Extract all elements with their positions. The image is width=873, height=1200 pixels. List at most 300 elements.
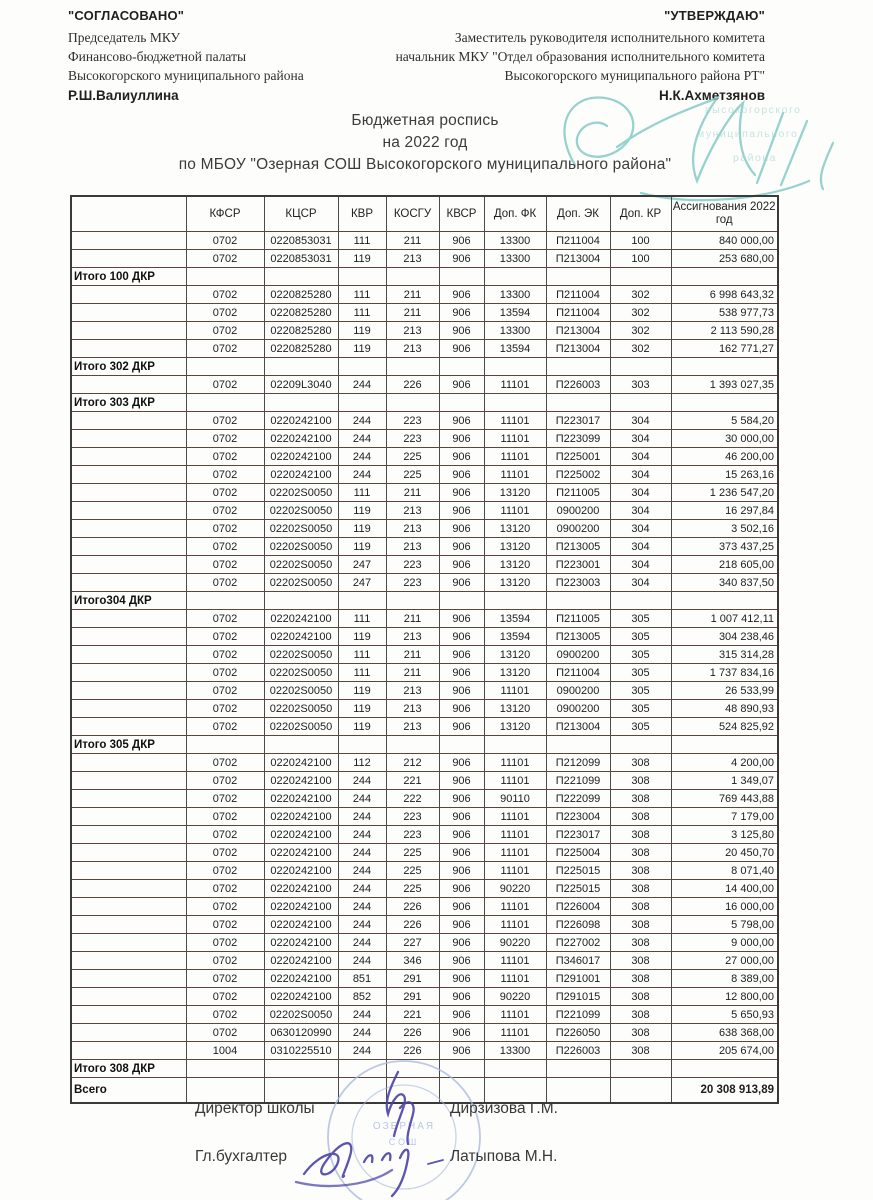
row-label-cell [71, 934, 186, 952]
empty-cell [386, 736, 439, 754]
code-cell: 906 [439, 970, 484, 988]
code-cell: 0220242100 [264, 898, 338, 916]
code-cell: 213 [386, 250, 439, 268]
code-cell: П226050 [546, 1024, 610, 1042]
code-cell: 213 [386, 628, 439, 646]
code-cell: 225 [386, 844, 439, 862]
row-label-cell [71, 232, 186, 250]
code-cell: 223 [386, 574, 439, 592]
code-cell: 247 [338, 574, 386, 592]
code-cell: 244 [338, 430, 386, 448]
code-cell: П222099 [546, 790, 610, 808]
row-label-cell [71, 970, 186, 988]
code-cell: 346 [386, 952, 439, 970]
code-cell: 13120 [484, 700, 546, 718]
code-cell: П225015 [546, 862, 610, 880]
code-cell: 308 [610, 772, 671, 790]
total-label-cell: Итого 308 ДКР [71, 1060, 186, 1078]
code-cell: 906 [439, 610, 484, 628]
code-cell: 0220853031 [264, 232, 338, 250]
code-cell: 244 [338, 934, 386, 952]
code-cell: 0702 [186, 808, 264, 826]
total-label-cell: Итого 302 ДКР [71, 358, 186, 376]
code-cell: 0702 [186, 430, 264, 448]
code-cell: 0702 [186, 376, 264, 394]
code-cell: 308 [610, 754, 671, 772]
row-label-cell [71, 628, 186, 646]
code-cell: 906 [439, 880, 484, 898]
amount-cell [671, 268, 778, 286]
row-label-cell [71, 430, 186, 448]
code-cell: 291 [386, 988, 439, 1006]
code-cell: 308 [610, 952, 671, 970]
code-cell: 0220242100 [264, 934, 338, 952]
code-cell: 906 [439, 808, 484, 826]
code-cell: 13300 [484, 250, 546, 268]
code-cell: 02202S0050 [264, 574, 338, 592]
empty-cell [338, 736, 386, 754]
row-label-cell [71, 322, 186, 340]
code-cell: 0220242100 [264, 970, 338, 988]
col-header: Доп. КР [610, 196, 671, 232]
code-cell: 0900200 [546, 646, 610, 664]
code-cell: 0220242100 [264, 628, 338, 646]
code-cell: 304 [610, 556, 671, 574]
code-cell: 11101 [484, 772, 546, 790]
row-label-cell [71, 682, 186, 700]
code-cell: 906 [439, 628, 484, 646]
code-cell: 0702 [186, 826, 264, 844]
row-label-cell [71, 916, 186, 934]
code-cell: 0702 [186, 1006, 264, 1024]
empty-cell [546, 394, 610, 412]
code-cell: 11101 [484, 826, 546, 844]
empty-cell [264, 268, 338, 286]
code-cell: 119 [338, 250, 386, 268]
signature-name-accountant: Латыпова М.Н. [450, 1148, 558, 1165]
amount-cell: 30 000,00 [671, 430, 778, 448]
amount-cell: 2 113 590,28 [671, 322, 778, 340]
amount-cell: 16 000,00 [671, 898, 778, 916]
code-cell: 223 [386, 556, 439, 574]
code-cell: П226003 [546, 376, 610, 394]
row-label-cell [71, 790, 186, 808]
code-cell: 13594 [484, 610, 546, 628]
code-cell: 308 [610, 808, 671, 826]
code-cell: 213 [386, 340, 439, 358]
code-cell: 11101 [484, 376, 546, 394]
code-cell: П291001 [546, 970, 610, 988]
table-row [71, 232, 778, 250]
code-cell: 119 [338, 700, 386, 718]
total-label-cell: Всего [71, 1078, 186, 1104]
code-cell: 0702 [186, 628, 264, 646]
code-cell: 0630120990 [264, 1024, 338, 1042]
code-cell: 0220825280 [264, 286, 338, 304]
code-cell: 0220242100 [264, 916, 338, 934]
code-cell: 0220242100 [264, 754, 338, 772]
code-cell: 11101 [484, 862, 546, 880]
code-cell: 02202S0050 [264, 646, 338, 664]
amount-cell: 769 443,88 [671, 790, 778, 808]
code-cell: П223017 [546, 412, 610, 430]
code-cell: 211 [386, 664, 439, 682]
table-row [71, 466, 778, 484]
col-header: КЦСР [264, 196, 338, 232]
code-cell: 906 [439, 250, 484, 268]
amount-cell: 1 737 834,16 [671, 664, 778, 682]
empty-cell [610, 736, 671, 754]
code-cell: 111 [338, 484, 386, 502]
table-row [71, 880, 778, 898]
empty-cell [186, 268, 264, 286]
code-cell: 02202S0050 [264, 664, 338, 682]
amount-cell: 162 771,27 [671, 340, 778, 358]
code-cell: 906 [439, 466, 484, 484]
code-cell: 906 [439, 844, 484, 862]
empty-cell [186, 736, 264, 754]
empty-cell [484, 592, 546, 610]
code-cell: 906 [439, 754, 484, 772]
code-cell: 0220242100 [264, 790, 338, 808]
code-cell: 0220242100 [264, 988, 338, 1006]
code-cell: 244 [338, 466, 386, 484]
code-cell: 111 [338, 232, 386, 250]
code-cell: 906 [439, 952, 484, 970]
code-cell: 0900200 [546, 520, 610, 538]
code-cell: 906 [439, 502, 484, 520]
amount-cell: 1 007 412,11 [671, 610, 778, 628]
empty-cell [386, 394, 439, 412]
code-cell: 213 [386, 322, 439, 340]
table-row [71, 502, 778, 520]
table-row [71, 790, 778, 808]
code-cell: П223099 [546, 430, 610, 448]
amount-cell: 1 236 547,20 [671, 484, 778, 502]
code-cell: 02202S0050 [264, 700, 338, 718]
code-cell: П226098 [546, 916, 610, 934]
code-cell: 244 [338, 790, 386, 808]
empty-cell [484, 358, 546, 376]
amount-cell [671, 592, 778, 610]
amount-cell: 27 000,00 [671, 952, 778, 970]
code-cell: 906 [439, 898, 484, 916]
empty-cell [338, 1060, 386, 1078]
code-cell: 0702 [186, 862, 264, 880]
code-cell: 906 [439, 664, 484, 682]
code-cell: 244 [338, 862, 386, 880]
header-row [71, 196, 778, 232]
total-label-cell: Итого304 ДКР [71, 592, 186, 610]
empty-cell [386, 1060, 439, 1078]
code-cell: 0900200 [546, 682, 610, 700]
row-label-cell [71, 466, 186, 484]
amount-cell: 20 308 913,89 [671, 1078, 778, 1104]
row-label-cell [71, 376, 186, 394]
code-cell: 223 [386, 826, 439, 844]
table-row [71, 1006, 778, 1024]
code-cell: П211004 [546, 232, 610, 250]
code-cell: 305 [610, 700, 671, 718]
amount-cell: 205 674,00 [671, 1042, 778, 1060]
code-cell: 906 [439, 682, 484, 700]
empty-cell [386, 1078, 439, 1104]
table-row [71, 376, 778, 394]
table-row [71, 448, 778, 466]
code-cell: 906 [439, 304, 484, 322]
empty-cell [338, 394, 386, 412]
amount-cell: 5 650,93 [671, 1006, 778, 1024]
code-cell: 0702 [186, 682, 264, 700]
table-row [71, 412, 778, 430]
code-cell: 308 [610, 1006, 671, 1024]
code-cell: 308 [610, 1042, 671, 1060]
code-cell: 304 [610, 574, 671, 592]
code-cell: 0702 [186, 790, 264, 808]
table-row [71, 646, 778, 664]
stamp-text-line: муниципального [697, 128, 799, 140]
row-label-cell [71, 880, 186, 898]
table-row [71, 628, 778, 646]
code-cell: П223001 [546, 556, 610, 574]
row-label-cell [71, 862, 186, 880]
empty-cell [386, 268, 439, 286]
code-cell: 906 [439, 520, 484, 538]
code-cell: 13120 [484, 664, 546, 682]
code-cell: 906 [439, 790, 484, 808]
empty-cell [439, 592, 484, 610]
code-cell: 308 [610, 862, 671, 880]
code-cell: 0702 [186, 538, 264, 556]
table-row [71, 754, 778, 772]
code-cell: 213 [386, 718, 439, 736]
code-cell: 0702 [186, 340, 264, 358]
stamp-text-line: высокогорского [705, 104, 802, 116]
code-cell: 213 [386, 502, 439, 520]
code-cell: 0702 [186, 466, 264, 484]
code-cell: 13300 [484, 1042, 546, 1060]
row-label-cell [71, 304, 186, 322]
table-row [71, 250, 778, 268]
approval-left-name: Р.Ш.Валиуллина [68, 88, 179, 103]
signature-role-accountant: Гл.бухгалтер [195, 1148, 288, 1165]
table-row [71, 826, 778, 844]
row-label-cell [71, 538, 186, 556]
code-cell: 906 [439, 376, 484, 394]
code-cell: 100 [610, 232, 671, 250]
document-title-block [0, 110, 850, 176]
code-cell: 119 [338, 538, 386, 556]
empty-cell [264, 592, 338, 610]
code-cell: 906 [439, 916, 484, 934]
title-line-1: Бюджетная роспись [351, 112, 499, 129]
total-row [71, 358, 778, 376]
code-cell: 304 [610, 466, 671, 484]
code-cell: 308 [610, 916, 671, 934]
code-cell: 906 [439, 574, 484, 592]
row-label-cell [71, 718, 186, 736]
amount-cell: 8 071,40 [671, 862, 778, 880]
row-label-cell [71, 988, 186, 1006]
amount-cell: 16 297,84 [671, 502, 778, 520]
code-cell: 0702 [186, 916, 264, 934]
code-cell: 111 [338, 610, 386, 628]
table-row [71, 610, 778, 628]
empty-cell [610, 358, 671, 376]
code-cell: 02202S0050 [264, 556, 338, 574]
amount-cell [671, 358, 778, 376]
code-cell: 211 [386, 232, 439, 250]
code-cell: 304 [610, 412, 671, 430]
code-cell: 304 [610, 484, 671, 502]
empty-cell [610, 268, 671, 286]
empty-cell [546, 592, 610, 610]
code-cell: 304 [610, 448, 671, 466]
code-cell: 11101 [484, 970, 546, 988]
code-cell: 302 [610, 340, 671, 358]
total-row [71, 736, 778, 754]
empty-cell [610, 592, 671, 610]
table-row [71, 664, 778, 682]
approval-left-block [68, 8, 408, 103]
code-cell: П226004 [546, 898, 610, 916]
approval-right-line: Высокогорского муниципального района РТ" [504, 68, 765, 83]
code-cell: 852 [338, 988, 386, 1006]
code-cell: 0702 [186, 322, 264, 340]
code-cell: 244 [338, 880, 386, 898]
amount-cell: 1 393 027,35 [671, 376, 778, 394]
code-cell: 304 [610, 502, 671, 520]
code-cell: 225 [386, 862, 439, 880]
code-cell: 13120 [484, 646, 546, 664]
empty-cell [386, 358, 439, 376]
code-cell: П223017 [546, 826, 610, 844]
code-cell: 0702 [186, 754, 264, 772]
table-row [71, 1024, 778, 1042]
code-cell: П213004 [546, 718, 610, 736]
amount-cell: 5 584,20 [671, 412, 778, 430]
empty-cell [186, 1060, 264, 1078]
code-cell: 308 [610, 844, 671, 862]
empty-cell [610, 394, 671, 412]
code-cell: 0702 [186, 880, 264, 898]
seal-text-line: ОЗЕРНАЯ [372, 1121, 436, 1132]
code-cell: 211 [386, 304, 439, 322]
code-cell: 305 [610, 628, 671, 646]
code-cell: 211 [386, 484, 439, 502]
code-cell: 13594 [484, 340, 546, 358]
table-row [71, 682, 778, 700]
code-cell: 02202S0050 [264, 1006, 338, 1024]
code-cell: П213004 [546, 322, 610, 340]
code-cell: П211005 [546, 610, 610, 628]
row-label-cell [71, 484, 186, 502]
amount-cell: 3 125,80 [671, 826, 778, 844]
amount-cell: 253 680,00 [671, 250, 778, 268]
seal-text-line: СОШ [388, 1137, 420, 1147]
amount-cell: 15 263,16 [671, 466, 778, 484]
row-label-cell [71, 664, 186, 682]
row-label-cell [71, 574, 186, 592]
code-cell: 244 [338, 1006, 386, 1024]
code-cell: 244 [338, 1042, 386, 1060]
code-cell: 906 [439, 1006, 484, 1024]
signature-dash [428, 1160, 443, 1164]
code-cell: П211004 [546, 304, 610, 322]
row-label-cell [71, 1024, 186, 1042]
table-row [71, 700, 778, 718]
row-label-cell [71, 448, 186, 466]
empty-cell [484, 736, 546, 754]
table-row [71, 844, 778, 862]
code-cell: 13120 [484, 484, 546, 502]
amount-cell: 12 800,00 [671, 988, 778, 1006]
title-line-3: по МБОУ "Озерная СОШ Высокогорского муниципального района" [178, 156, 672, 173]
table-row [71, 574, 778, 592]
code-cell: П223004 [546, 808, 610, 826]
empty-cell [264, 736, 338, 754]
code-cell: 11101 [484, 412, 546, 430]
table-row [71, 934, 778, 952]
code-cell: 308 [610, 1024, 671, 1042]
code-cell: 244 [338, 808, 386, 826]
code-cell: 13594 [484, 628, 546, 646]
code-cell: 906 [439, 934, 484, 952]
row-label-cell [71, 250, 186, 268]
code-cell: 851 [338, 970, 386, 988]
amount-cell: 9 000,00 [671, 934, 778, 952]
empty-cell [439, 736, 484, 754]
code-cell: 0702 [186, 898, 264, 916]
code-cell: 111 [338, 664, 386, 682]
code-cell: 226 [386, 916, 439, 934]
code-cell: 0702 [186, 250, 264, 268]
empty-cell [484, 394, 546, 412]
code-cell: 0702 [186, 646, 264, 664]
code-cell: 0220242100 [264, 412, 338, 430]
table-row [71, 862, 778, 880]
code-cell: 13300 [484, 232, 546, 250]
code-cell: 211 [386, 610, 439, 628]
empty-cell [439, 268, 484, 286]
code-cell: 119 [338, 682, 386, 700]
code-cell: 0220825280 [264, 322, 338, 340]
code-cell: 305 [610, 718, 671, 736]
code-cell: 0220242100 [264, 466, 338, 484]
code-cell: П223003 [546, 574, 610, 592]
row-label-cell [71, 808, 186, 826]
code-cell: 0900200 [546, 502, 610, 520]
code-cell: 119 [338, 718, 386, 736]
code-cell: П346017 [546, 952, 610, 970]
code-cell: 906 [439, 1024, 484, 1042]
amount-cell [671, 1060, 778, 1078]
code-cell: 13120 [484, 538, 546, 556]
amount-cell: 218 605,00 [671, 556, 778, 574]
code-cell: 13594 [484, 304, 546, 322]
code-cell: 0220242100 [264, 808, 338, 826]
amount-cell: 3 502,16 [671, 520, 778, 538]
code-cell: П212099 [546, 754, 610, 772]
code-cell: 244 [338, 376, 386, 394]
code-cell: 906 [439, 430, 484, 448]
code-cell: 90220 [484, 988, 546, 1006]
table-row [71, 718, 778, 736]
code-cell: 906 [439, 826, 484, 844]
signature-role-director: Директор школы [195, 1100, 315, 1117]
empty-cell [338, 1078, 386, 1104]
code-cell: 0220242100 [264, 610, 338, 628]
